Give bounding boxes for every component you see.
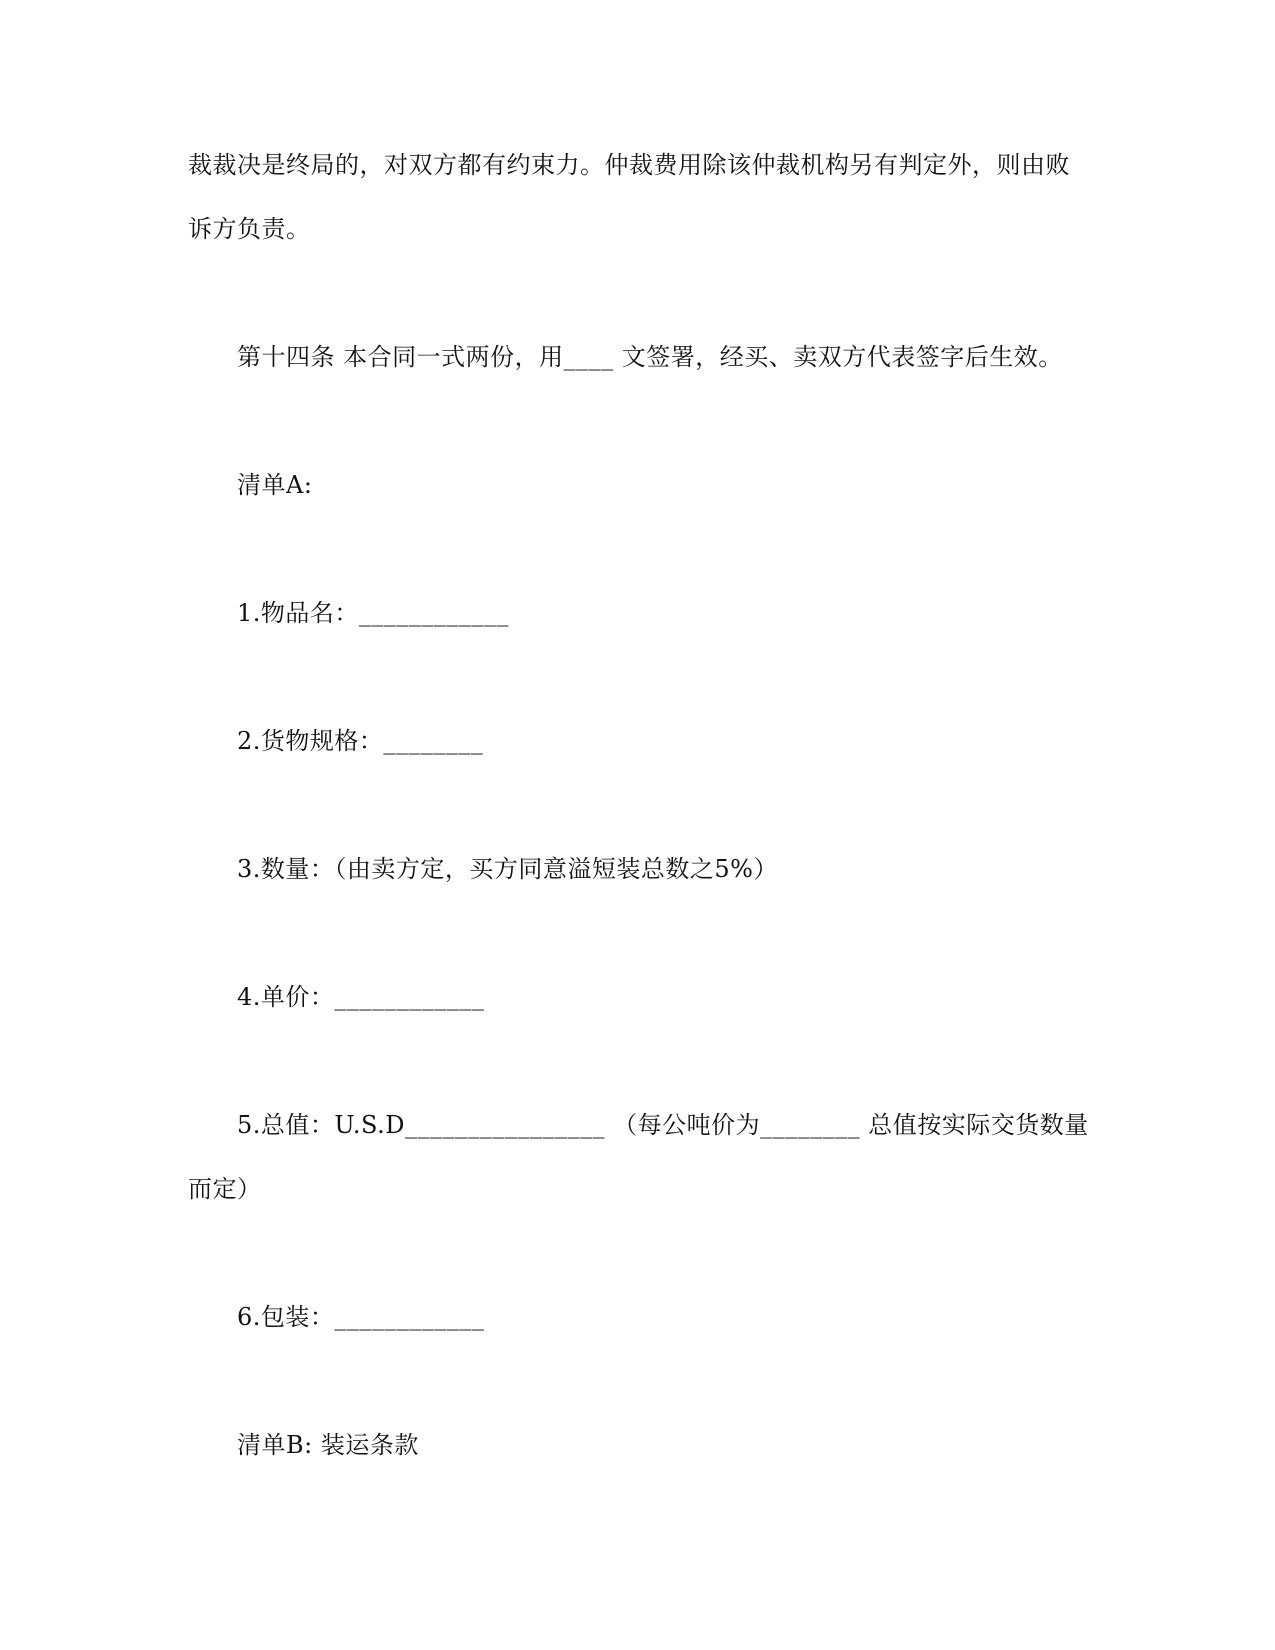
- list-a-heading: 清单A:: [237, 471, 313, 499]
- list-a-item-packaging: 6.包装：____________: [237, 1303, 485, 1331]
- arbitration-paragraph-line-2: 诉方负责。: [188, 215, 311, 243]
- list-a-item-total-value-line-2: 而定）: [188, 1175, 262, 1203]
- arbitration-paragraph-line-1: 裁裁决是终局的，对双方都有约束力。仲裁费用除该仲裁机构另有判定外，则由败: [188, 151, 1070, 179]
- list-a-item-quantity: 3.数量：（由卖方定，买方同意溢短装总数之5%）: [237, 855, 778, 883]
- list-a-item-total-value-line-1: 5.总值：U.S.D________________ （每公吨价为________ 总值按实际交货数量: [237, 1111, 1089, 1139]
- list-b-heading: 清单B: 装运条款: [237, 1431, 419, 1459]
- article-14-paragraph: 第十四条 本合同一式两份，用____ 文签署，经买、卖双方代表签字后生效。: [237, 343, 1063, 371]
- list-a-item-unit-price: 4.单价：____________: [237, 983, 485, 1011]
- list-a-item-specification: 2.货物规格：________: [237, 727, 484, 755]
- list-a-item-product-name: 1.物品名：____________: [237, 599, 509, 627]
